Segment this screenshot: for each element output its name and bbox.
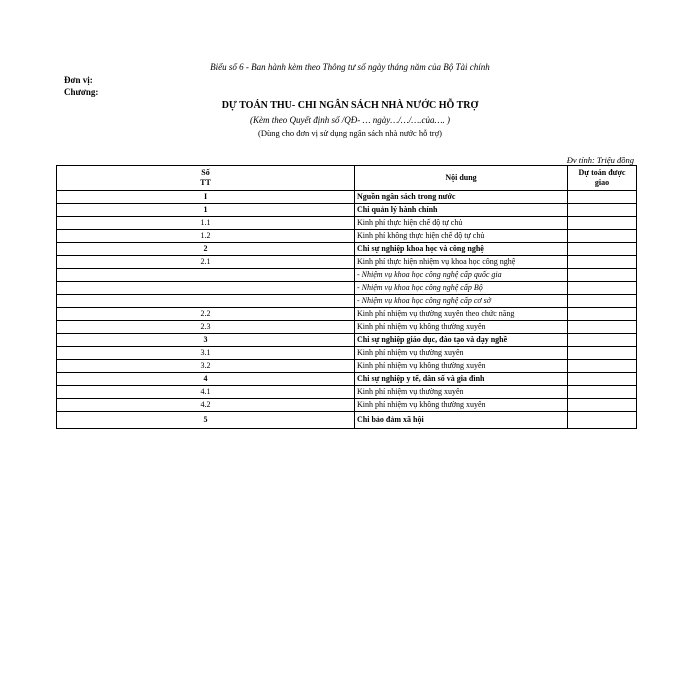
budget-table: [56, 165, 637, 429]
row-content: Chi sự nghiệp y tế, dân số và gia đình: [355, 373, 568, 386]
table-row: [57, 230, 637, 243]
header-estimate: [568, 166, 637, 191]
header-stt: [57, 166, 355, 191]
row-content: Chi quản lý hành chính: [355, 204, 568, 217]
row-estimate: [568, 282, 637, 295]
row-content: Kinh phí không thực hiện chế độ tự chủ: [355, 230, 568, 243]
row-content: Chi sự nghiệp giáo dục, đào tạo và dạy nghề: [355, 334, 568, 347]
row-estimate: [568, 399, 637, 412]
document-title: DỰ TOÁN THU- CHI NGÂN SÁCH NHÀ NƯỚC HỖ TRỢ: [221, 100, 479, 111]
row-content: Chi bảo đảm xã hội: [355, 412, 568, 429]
header-content: Nội dung: [355, 166, 568, 191]
row-number: I: [57, 191, 355, 204]
row-content: Kinh phí thực hiện chế độ tự chủ: [355, 217, 568, 230]
row-estimate: [568, 321, 637, 334]
row-estimate: [568, 412, 637, 429]
row-number: 2.1: [57, 256, 355, 269]
row-content: Kinh phí nhiệm vụ thường xuyên: [355, 347, 568, 360]
row-number: 3.2: [57, 360, 355, 373]
table-header-row: [57, 166, 637, 191]
chapter-label: Chương:: [64, 87, 99, 97]
table-row: [57, 386, 637, 399]
unit-label: Đơn vị:: [64, 75, 93, 85]
table-body: [57, 191, 637, 429]
row-estimate: [568, 373, 637, 386]
header-stt-line1: Số: [201, 168, 210, 177]
row-estimate: [568, 347, 637, 360]
table-row: [57, 269, 637, 282]
table-row: [57, 347, 637, 360]
table-row: [57, 334, 637, 347]
row-content: Kinh phí nhiệm vụ thường xuyên theo chức năng: [355, 308, 568, 321]
row-estimate: [568, 360, 637, 373]
row-content: - Nhiệm vụ khoa học công nghệ cấp Bộ: [355, 282, 568, 295]
row-number: 4.1: [57, 386, 355, 399]
row-number: 2: [57, 243, 355, 256]
currency-unit: Đv tính: Triệu đồng: [566, 155, 634, 165]
row-content: - Nhiệm vụ khoa học công nghệ cấp cơ sở: [355, 295, 568, 308]
row-content: Kinh phí nhiệm vụ không thường xuyên: [355, 321, 568, 334]
table-row: [57, 360, 637, 373]
row-content: - Nhiệm vụ khoa học công nghệ cấp quốc gia: [355, 269, 568, 282]
row-estimate: [568, 243, 637, 256]
table-row: [57, 399, 637, 412]
table-row: [57, 308, 637, 321]
table-row: [57, 204, 637, 217]
row-estimate: [568, 191, 637, 204]
row-number: [57, 269, 355, 282]
row-estimate: [568, 334, 637, 347]
table-row: [57, 412, 637, 429]
table-row: [57, 373, 637, 386]
row-number: 3: [57, 334, 355, 347]
row-number: 4.2: [57, 399, 355, 412]
header-stt-line2: TT: [200, 178, 211, 187]
row-number: 3.1: [57, 347, 355, 360]
row-estimate: [568, 386, 637, 399]
row-content: Kinh phí nhiệm vụ không thường xuyên: [355, 399, 568, 412]
row-estimate: [568, 269, 637, 282]
table-row: [57, 243, 637, 256]
row-content: Kinh phí nhiệm vụ thường xuyên: [355, 386, 568, 399]
row-estimate: [568, 256, 637, 269]
row-estimate: [568, 204, 637, 217]
table-row: [57, 321, 637, 334]
header-note: Biểu số 6 - Ban hành kèm theo Thông tư số ngày tháng năm của Bộ Tài chính: [210, 62, 490, 72]
row-number: 1.1: [57, 217, 355, 230]
row-number: [57, 295, 355, 308]
row-content: Kinh phí nhiệm vụ không thường xuyên: [355, 360, 568, 373]
row-number: [57, 282, 355, 295]
table-row: [57, 217, 637, 230]
table-row: [57, 282, 637, 295]
row-number: 5: [57, 412, 355, 429]
row-number: 2.3: [57, 321, 355, 334]
table-row: [57, 295, 637, 308]
row-estimate: [568, 295, 637, 308]
table-row: [57, 256, 637, 269]
row-content: Nguồn ngân sách trong nước: [355, 191, 568, 204]
row-number: 2.2: [57, 308, 355, 321]
row-number: 1.2: [57, 230, 355, 243]
row-content: Chi sự nghiệp khoa học và công nghệ: [355, 243, 568, 256]
row-content: Kinh phí thực hiện nhiệm vụ khoa học công nghệ: [355, 256, 568, 269]
document-note: (Dùng cho đơn vị sử dụng ngân sách nhà nước hỗ trợ): [258, 128, 442, 138]
row-estimate: [568, 230, 637, 243]
row-number: 4: [57, 373, 355, 386]
table-row: [57, 191, 637, 204]
header-estimate-line2: giao: [594, 178, 610, 187]
row-estimate: [568, 308, 637, 321]
document-subtitle: (Kèm theo Quyết định số /QĐ- … ngày…/…/….của…. ): [250, 115, 450, 125]
header-estimate-line1: Dự toán được: [578, 168, 626, 177]
row-estimate: [568, 217, 637, 230]
row-number: 1: [57, 204, 355, 217]
